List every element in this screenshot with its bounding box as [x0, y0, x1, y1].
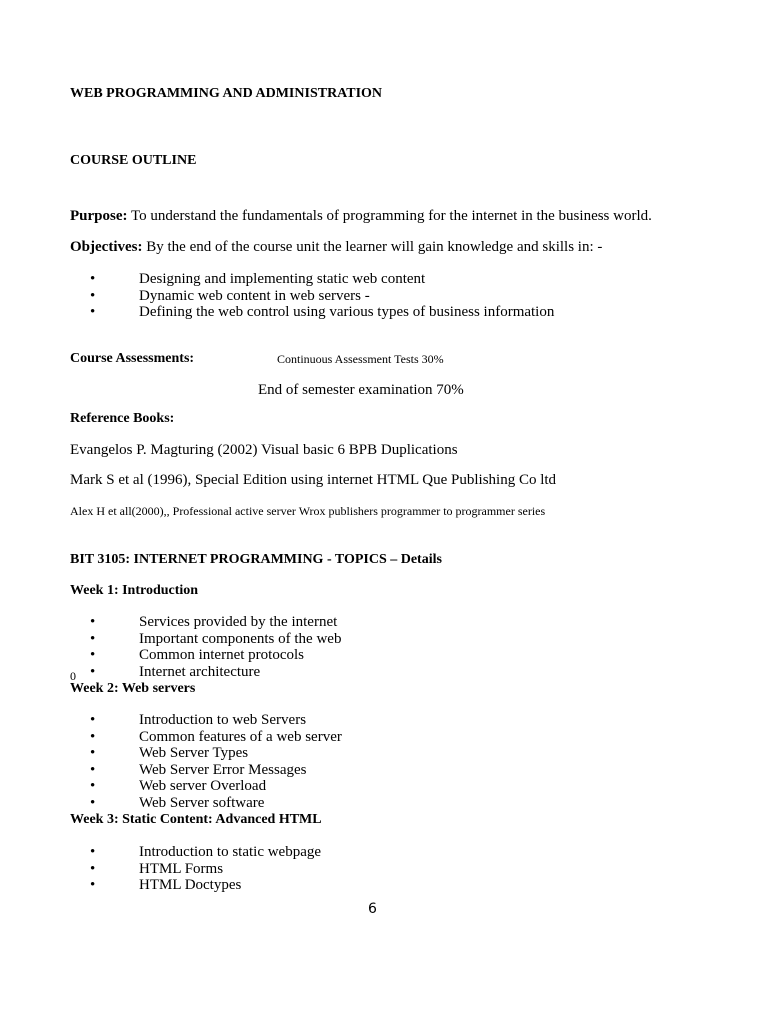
- reference-books-heading: Reference Books:: [70, 411, 175, 426]
- objectives-label: Objectives:: [70, 239, 143, 255]
- bullet-icon: •: [90, 761, 96, 778]
- continuous-assessment-text: Continuous Assessment Tests 30%: [277, 352, 444, 366]
- purpose-label: Purpose:: [70, 208, 128, 224]
- exam-text: End of semester examination 70%: [258, 382, 464, 398]
- reference-book-1: Evangelos P. Magturing (2002) Visual basic 6 BPB Duplications: [70, 442, 458, 458]
- bullet-icon: •: [90, 647, 96, 664]
- week-2-title: Week 2: Web servers: [70, 681, 196, 696]
- week-3-title: Week 3: Static Content: Advanced HTML: [70, 812, 322, 827]
- objectives-paragraph: [70, 239, 602, 256]
- page-number: 6: [368, 901, 377, 917]
- bullet-icon: •: [90, 794, 96, 811]
- bullet-icon: •: [90, 728, 96, 745]
- bullet-icon: •: [90, 614, 96, 630]
- bullet-icon: •: [90, 287, 96, 304]
- reference-book-3: Alex H et all(2000),, Professional active server Wrox publishers programmer to programmer series: [70, 504, 546, 518]
- bullet-icon: •: [90, 844, 96, 860]
- bullet-icon: •: [90, 271, 96, 287]
- objectives-text: By the end of the course unit the learner will gain knowledge and skills in: -: [142, 239, 603, 255]
- bullet-icon: •: [90, 778, 96, 795]
- purpose-paragraph: [70, 208, 652, 225]
- bullet-icon: •: [90, 877, 96, 894]
- purpose-text: To understand the fundamentals of programming for the internet in the business world.: [127, 208, 652, 224]
- bullet-icon: •: [90, 860, 96, 877]
- bullet-icon: •: [90, 304, 96, 321]
- topics-heading: BIT 3105: INTERNET PROGRAMMING - TOPICS – Details: [70, 552, 442, 567]
- bullet-icon: •: [90, 630, 96, 647]
- margin-mark: 0: [70, 669, 76, 683]
- course-outline-heading: COURSE OUTLINE: [70, 153, 197, 168]
- bullet-icon: •: [90, 712, 96, 728]
- document-title: WEB PROGRAMMING AND ADMINISTRATION: [70, 86, 383, 101]
- assessments-label: Course Assessments:: [70, 351, 195, 366]
- reference-book-2: Mark S et al (1996), Special Edition using internet HTML Que Publishing Co ltd: [70, 472, 557, 488]
- bullet-icon: •: [90, 745, 96, 762]
- week-1-title: Week 1: Introduction: [70, 583, 199, 598]
- bullet-icon: •: [90, 663, 96, 680]
